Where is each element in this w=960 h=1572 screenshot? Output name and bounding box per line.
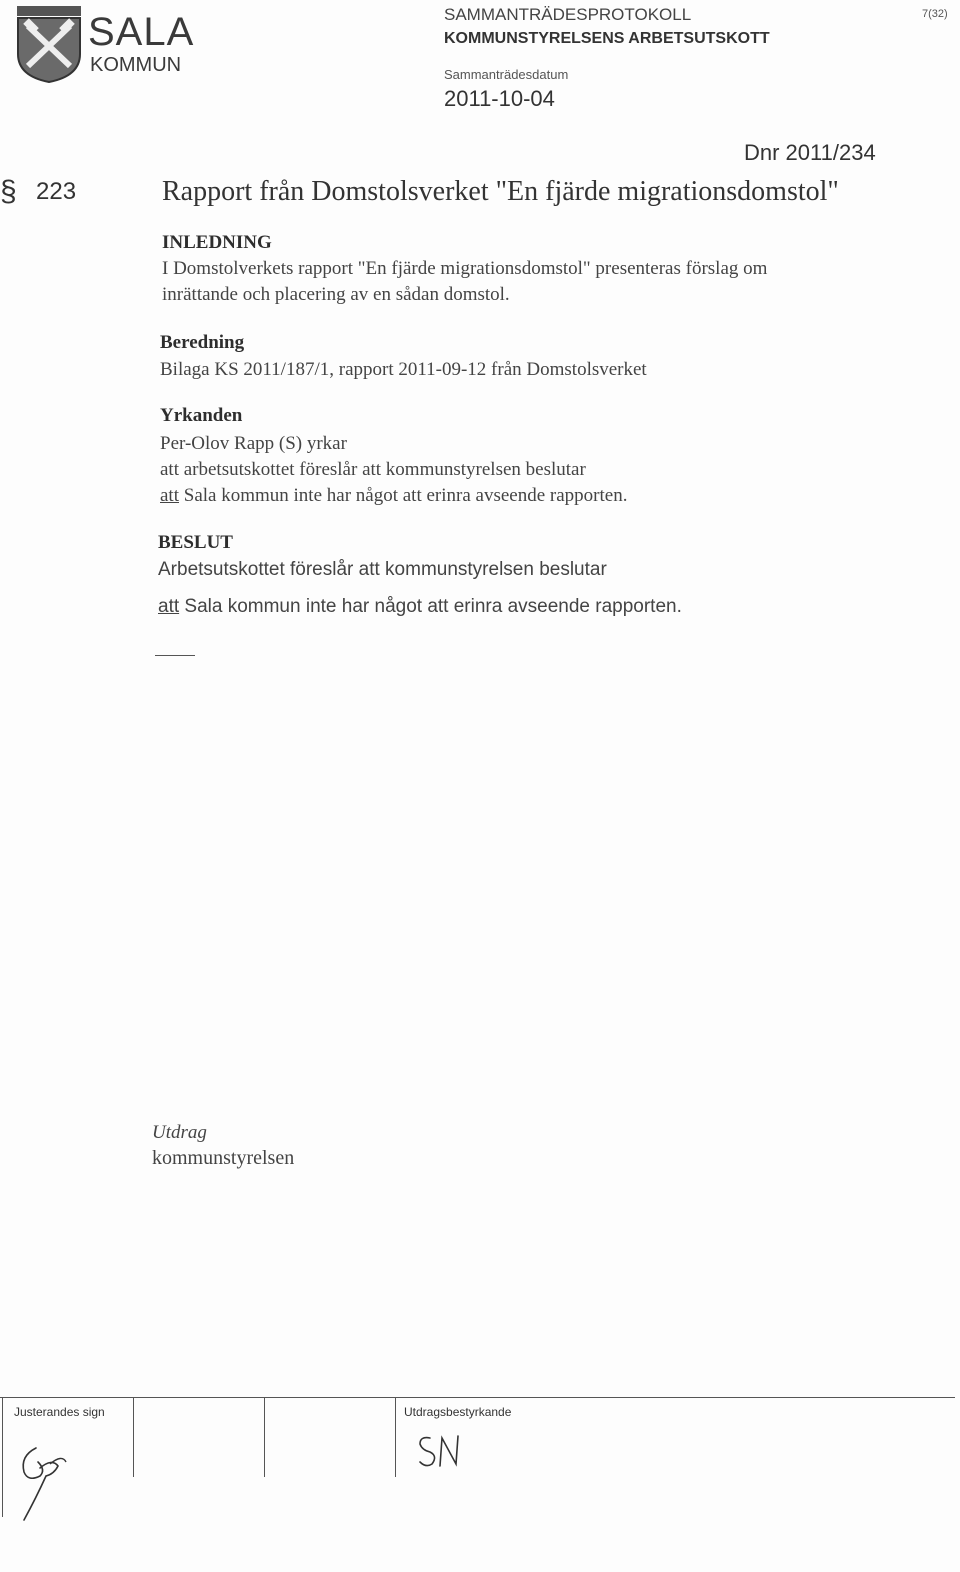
inledning-heading: INLEDNING bbox=[162, 232, 272, 253]
footer-top-rule bbox=[0, 1397, 955, 1398]
meeting-date: 2011-10-04 bbox=[444, 86, 555, 111]
yrkanden-line-3-text: Sala kommun inte har något att erinra avseende rapporten. bbox=[179, 485, 628, 506]
logo-subtitle: KOMMUN bbox=[90, 54, 182, 76]
yrkanden-heading: Yrkanden bbox=[160, 405, 243, 426]
registration-number: Dnr 2011/234 bbox=[744, 140, 876, 165]
committee-name: KOMMUNSTYRELSENS ARBETSUTSKOTT bbox=[444, 30, 770, 47]
yrkanden-line-1: Per-Olov Rapp (S) yrkar bbox=[160, 433, 347, 454]
initials-signature bbox=[416, 1432, 476, 1472]
handwritten-signature bbox=[6, 1428, 86, 1528]
beredning-text: Bilaga KS 2011/187/1, rapport 2011-09-12 från Domstolsverket bbox=[160, 359, 647, 380]
footer-divider bbox=[395, 1397, 396, 1477]
section-number: 223 bbox=[36, 178, 77, 205]
utdragsbestyrkande-label: Utdragsbestyrkande bbox=[404, 1405, 512, 1419]
beslut-line-2-text: Sala kommun inte har något att erinra avseende rapporten. bbox=[179, 596, 682, 617]
beslut-line-1: Arbetsutskottet föreslår att kommunstyrelsen beslutar bbox=[158, 559, 607, 580]
document-type: SAMMANTRÄDESPROTOKOLL bbox=[444, 5, 692, 24]
att-keyword: att bbox=[160, 485, 179, 506]
inledning-line-1: I Domstolverkets rapport "En fjärde migrationsdomstol" presenteras förslag om bbox=[162, 258, 768, 279]
yrkanden-line-3 bbox=[160, 485, 627, 507]
beredning-heading: Beredning bbox=[160, 332, 245, 353]
footer-divider bbox=[133, 1397, 134, 1477]
justerandes-sign-label: Justerandes sign bbox=[14, 1405, 105, 1419]
municipality-logo bbox=[14, 4, 204, 86]
footer-divider bbox=[264, 1397, 265, 1477]
att-keyword: att bbox=[158, 596, 180, 617]
section-sign: § bbox=[0, 175, 17, 208]
beslut-line-2 bbox=[158, 596, 682, 618]
item-title: Rapport från Domstolsverket "En fjärde migrationsdomstol" bbox=[162, 176, 839, 207]
meeting-date-label: Sammanträdesdatum bbox=[444, 67, 569, 82]
logo-name: SALA bbox=[88, 10, 195, 54]
page-number: 7(32) bbox=[922, 8, 948, 20]
beslut-heading: BESLUT bbox=[158, 532, 233, 553]
utdrag-label: Utdrag bbox=[152, 1122, 207, 1143]
footer-divider bbox=[2, 1397, 3, 1517]
closing-rule bbox=[155, 655, 195, 656]
coat-of-arms-icon bbox=[14, 4, 84, 84]
utdrag-recipient: kommunstyrelsen bbox=[152, 1147, 295, 1169]
yrkanden-line-2: att arbetsutskottet föreslår att kommunstyrelsen beslutar bbox=[160, 459, 586, 480]
inledning-line-2: inrättande och placering av en sådan domstol. bbox=[162, 284, 510, 305]
